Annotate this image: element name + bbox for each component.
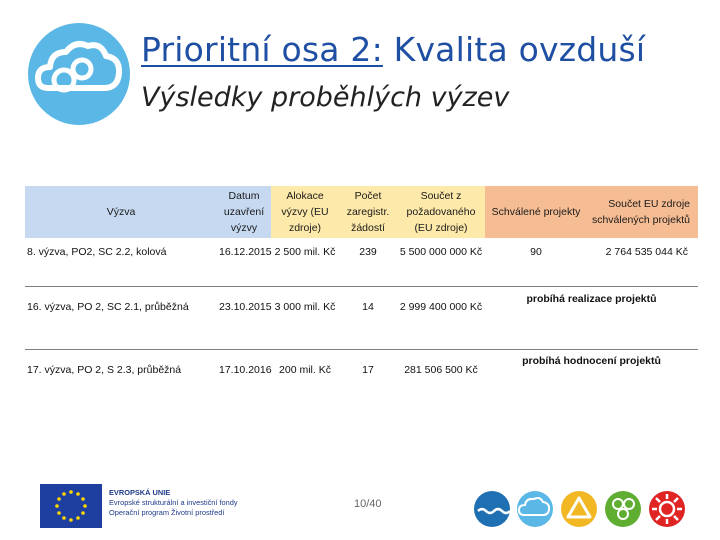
cell-status: probíhá hodnocení projektů [522,355,661,367]
cell-close-date: 17.10.2016 [219,364,272,376]
eu-line-program: Operační program Životní prostředí [109,508,225,517]
page-number: 10/40 [354,498,382,510]
page-title [141,30,645,69]
cell-applications: 17 [362,364,374,376]
col-header-close-date: Datum uzavření výzvy [217,186,271,238]
table-header-row [25,186,698,238]
cell-requested: 2 999 400 000 Kč [397,287,485,350]
cell-close-date: 23.10.2015 [217,287,271,350]
waste-icon [561,491,597,527]
cell-status: probíhá realizace projektů [485,287,698,350]
cell-applications: 14 [339,287,397,350]
eu-line-funds: Evropské strukturální a investiční fondy [109,498,238,507]
water-icon [474,491,510,527]
page-subtitle: Výsledky proběhlých výzev [141,82,510,113]
table-row [25,287,698,350]
col-header-approved: Schválené projekty [485,186,587,238]
eu-flag-icon [40,484,102,528]
table-row [25,350,698,413]
cell-allocation: 3 000 mil. Kč [271,287,339,350]
cell-call: 16. výzva, PO 2, SC 2.1, průběžná [25,287,217,350]
col-header-allocation: Alokace výzvy (EU zdroje) [271,186,339,238]
table-row [25,238,698,287]
calls-table [25,186,698,412]
col-header-approved-sum: Součet EU zdroje schválených projektů [587,186,698,238]
title-topic: Kvalita ovzduší [393,30,646,69]
cell-requested: 281 506 500 Kč [404,364,478,376]
priority-axis-icons [472,489,690,529]
cell-allocation: 2 500 mil. Kč [271,238,339,287]
col-header-applications: Počet zaregistr. žádostí [339,186,397,238]
col-header-requested: Součet z požadovaného (EU zdroje) [397,186,485,238]
eu-line-union: EVROPSKÁ UNIE [109,488,171,497]
cell-call: 17. výzva, PO 2, S 2.3, průběžná [27,364,182,376]
cell-call: 8. výzva, PO2, SC 2.2, kolová [25,238,217,287]
cell-allocation: 200 mil. Kč [279,364,331,376]
nature-icon [605,491,641,527]
cell-approved: 90 [485,238,587,287]
air-icon [517,491,553,527]
cell-requested: 5 500 000 000 Kč [397,238,485,287]
cell-close-date: 16.12.2015 [217,238,271,287]
title-axis: Prioritní osa 2: [141,30,383,69]
eu-program-text [109,488,238,518]
cloud-logo-icon [26,22,132,126]
col-header-call: Výzva [25,186,217,238]
energy-icon [649,491,685,527]
cell-applications: 239 [339,238,397,287]
cell-approved-sum: 2 764 535 044 Kč [587,238,698,287]
